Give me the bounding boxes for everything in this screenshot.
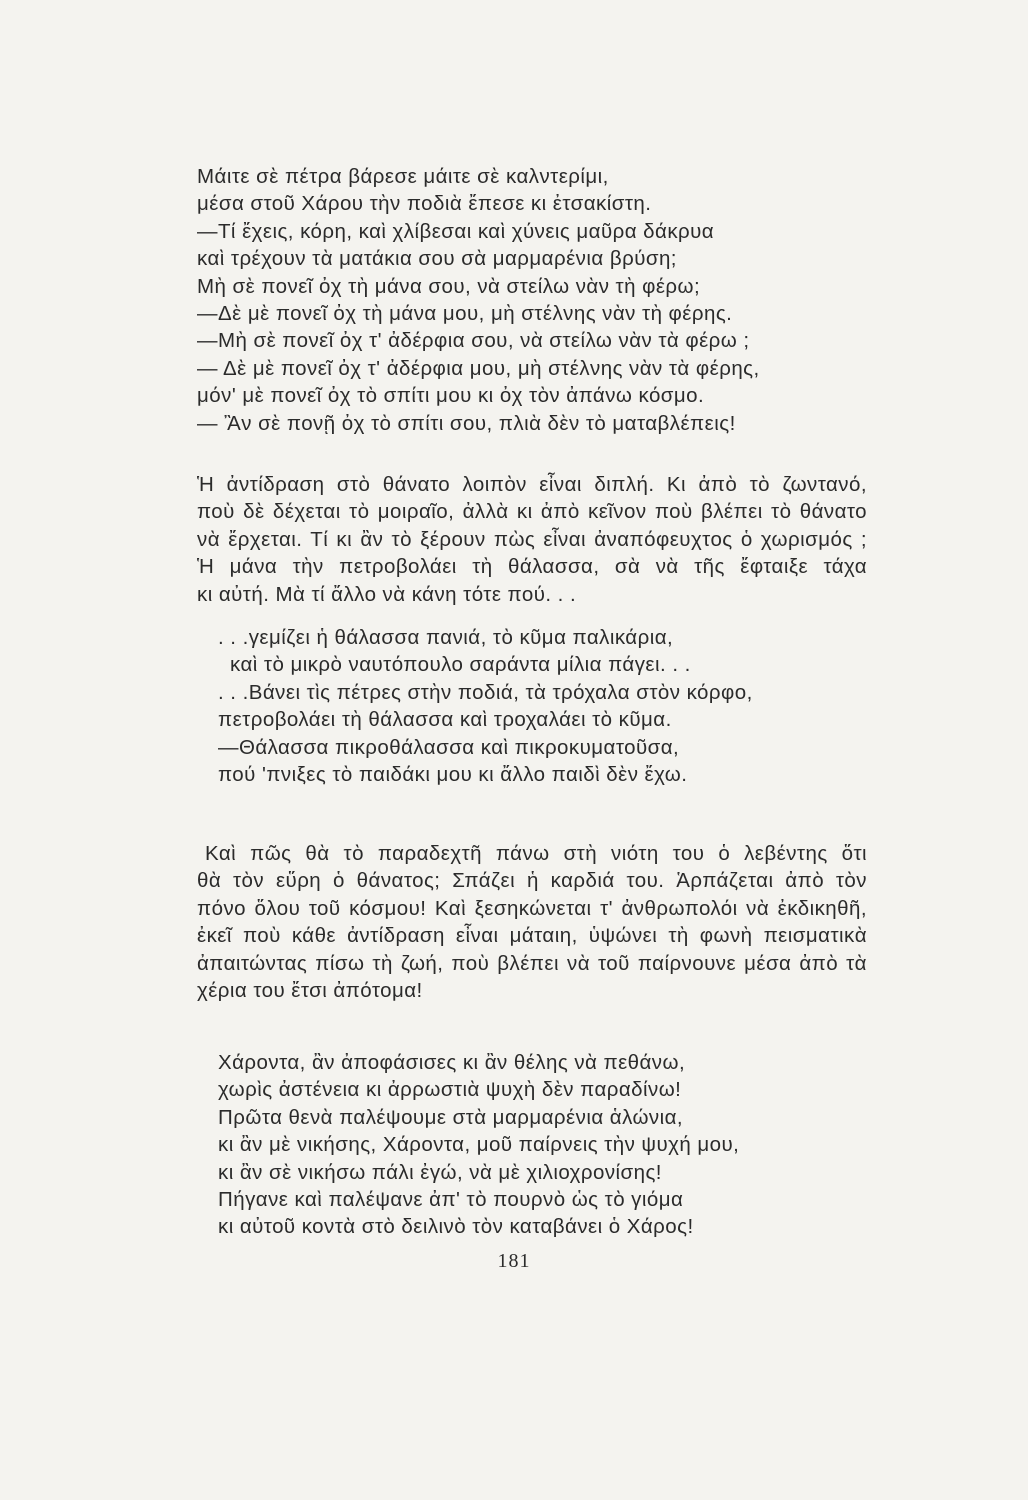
verse-line: χωρὶς ἀστένεια κι ἀρρωστιὰ ψυχὴ δὲν παραδίνω! (218, 1078, 682, 1102)
page-number: 181 (497, 1250, 531, 1272)
verse-line: κι ἂν σὲ νικήσω πάλι ἐγώ, νὰ μὲ χιλιοχρονίσης! (218, 1160, 662, 1184)
verse-line: καὶ τρέχουν τὰ ματάκια σου σὰ μαρμαρένια βρύση; (197, 247, 677, 271)
prose-line: θὰ τὸν εὕρη ὁ θάνατος; Σπάζει ἡ καρδιά του. Ἁρπάζεται ἀπὸ τὸν (197, 869, 867, 893)
prose-line: χέρια του ἔτσι ἀπότομα! (197, 979, 423, 1003)
verse-line: πού 'πνιξες τὸ παιδάκι μου κι ἄλλο παιδὶ δὲν ἔχω. (218, 763, 688, 787)
prose-line: ἀπαιτώντας πίσω τὴ ζωή, ποὺ βλέπει νὰ τοῦ παίρνουνε μέσα ἀπὸ τὰ (197, 951, 867, 975)
verse-line: μόν' μὲ πονεῖ ὀχ τὸ σπίτι μου κι ὀχ τὸν ἀπάνω κόσμο. (197, 384, 705, 408)
verse-line: Μάιτε σὲ πέτρα βάρεσε μάιτε σὲ καλντερίμι, (197, 165, 609, 188)
verse-line: — Δὲ μὲ πονεῖ ὀχ τ' ἀδέρφια μου, μὴ στέλνης νὰν τὰ φέρης, (197, 356, 760, 380)
verse-line: . . .Βάνει τὶς πέτρες στὴν ποδιά, τὰ τρόχαλα στὸν κόρφο, (218, 680, 753, 704)
prose-line: Καὶ πῶς θὰ τὸ παραδεχτῆ πάνω στὴ νιότη του ὁ λεβέντης ὅτι (205, 842, 867, 865)
prose-line: ποὺ δὲ δέχεται τὸ μοιραῖο, ἀλλὰ κι ἀπὸ κεῖνον ποὺ βλέπει τὸ θάνατο (197, 500, 867, 524)
verse-block-3 (218, 1049, 739, 1241)
verse-line: πετροβολάει τὴ θάλασσα καὶ τροχαλάει τὸ κῦμα. (218, 708, 672, 732)
verse-line: κι ἂν μὲ νικήσης, Χάροντα, μοῦ παίρνεις τὴν ψυχή μου, (218, 1133, 740, 1157)
verse-line: — Ἂν σὲ πονῇ ὀχ τὸ σπίτι σου, πλιὰ δὲν τὸ ματαβλέπεις! (197, 411, 736, 435)
verse-line: —Δὲ μὲ πονεῖ ὀχ τὴ μάνα μου, μὴ στέλνης νὰν τὴ φέρης. (197, 302, 733, 326)
prose-line: νὰ ἔρχεται. Τί κι ἂν τὸ ξέρουν πὼς εἶναι ἀναπόφευχτος ὁ χωρισμός ; (197, 527, 867, 551)
verse-line: μέσα στοῦ Χάρου τὴν ποδιὰ ἔπεσε κι ἐτσακίστη. (197, 192, 652, 216)
prose-line: ἐκεῖ ποὺ κάθε ἀντίδραση εἶναι μάταιη, ὑψώνει τὴ φωνὴ πεισματικὰ (197, 924, 867, 948)
prose-line: Ἡ ἀντίδραση στὸ θάνατο λοιπὸν εἶναι διπλή. Κι ἀπὸ τὸ ζωντανό, (197, 473, 867, 496)
verse-line: κι αὐτοῦ κοντὰ στὸ δειλινὸ τὸν καταβάνει ὁ Χάρος! (218, 1215, 694, 1239)
verse-block-1 (197, 163, 760, 437)
prose-line: κι αὐτή. Μὰ τί ἄλλο νὰ κάνη τότε πού. . . (197, 582, 577, 606)
verse-line: Πήγανε καὶ παλέψανε ἀπ' τὸ πουρνὸ ὡς τὸ γιόμα (218, 1188, 684, 1212)
prose-paragraph-2 (197, 840, 867, 1004)
verse-block-2 (218, 624, 753, 788)
verse-line: Χάροντα, ἂν ἀποφάσισες κι ἂν θέλης νὰ πεθάνω, (218, 1051, 686, 1074)
verse-line: Πρῶτα θενὰ παλέψουμε στὰ μαρμαρένια ἁλώνια, (218, 1105, 684, 1129)
verse-line: καὶ τὸ μικρὸ ναυτόπουλο σαράντα μίλια πάγει. . . (230, 653, 691, 677)
prose-line: πόνο ὅλου τοῦ κόσμου! Καὶ ξεσηκώνεται τ' ἀνθρωπολόι νὰ ἐκδικηθῆ, (197, 896, 867, 920)
prose-paragraph-1 (197, 471, 867, 608)
verse-line: —Θάλασσα πικροθάλασσα καὶ πικροκυματοῦσα, (218, 735, 680, 759)
verse-line: —Τί ἔχεις, κόρη, καὶ χλίβεσαι καὶ χύνεις μαῦρα δάκρυα (197, 219, 715, 243)
verse-line: Μὴ σὲ πονεῖ ὀχ τὴ μάνα σου, νὰ στείλω νὰν τὴ φέρω; (197, 274, 701, 298)
verse-line: —Μὴ σὲ πονεῖ ὀχ τ' ἀδέρφια σου, νὰ στείλω νὰν τὰ φέρω ; (197, 329, 750, 353)
verse-line: . . .γεμίζει ἡ θάλασσα πανιά, τὸ κῦμα παλικάρια, (218, 626, 674, 649)
prose-line: Ἡ μάνα τὴν πετροβολάει τὴ θάλασσα, σὰ νὰ τῆς ἔφταιξε τάχα (197, 555, 867, 579)
